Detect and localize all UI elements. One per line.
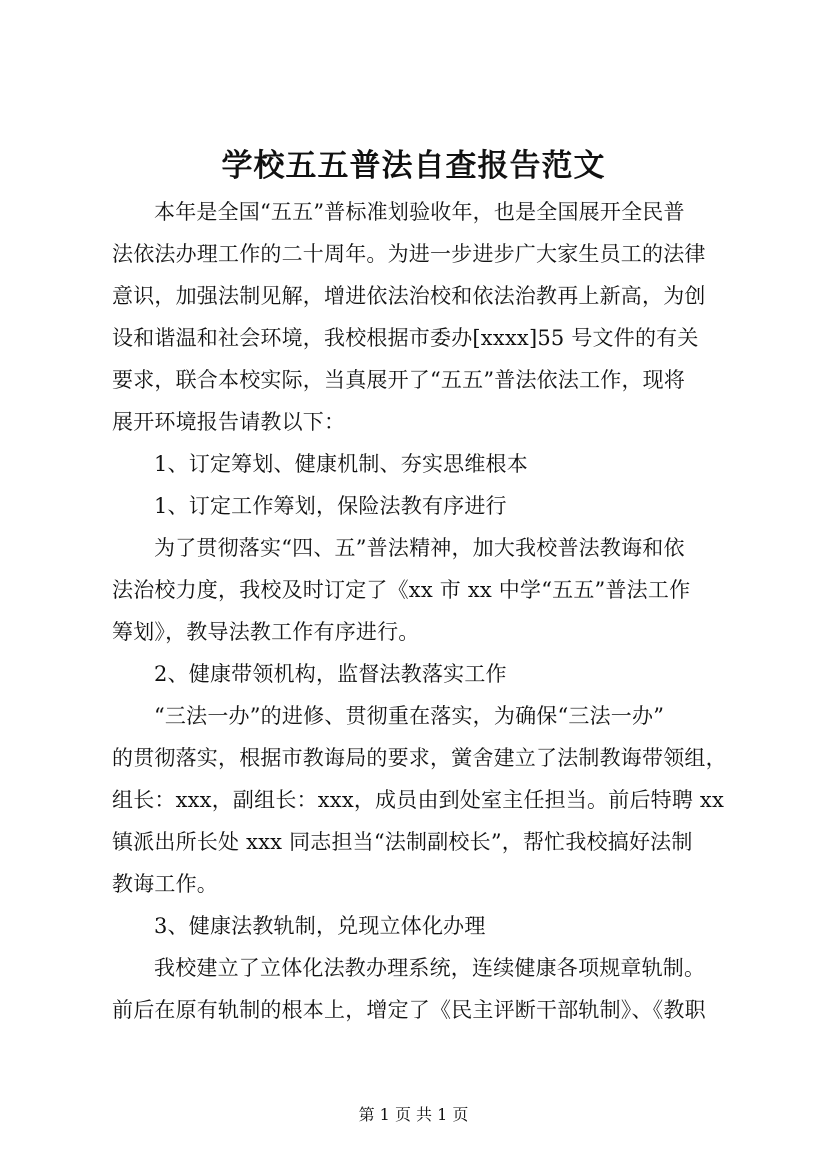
paragraph-line: 我校建立了立体化法教办理系统，连续健康各项规章轨制。 <box>154 956 706 980</box>
subsection-heading: 2、健康带领机构，监督法教落实工作 <box>154 662 507 686</box>
section-heading: 1、订定筹划、健康机制、夯实思维根本 <box>154 452 528 476</box>
subsection-heading: 1、订定工作筹划，保险法教有序进行 <box>154 494 507 518</box>
paragraph-line: “三法一办”的进修、贯彻重在落实，为确保“三法一办” <box>154 704 665 728</box>
paragraph-line: 意识，加强法制见解，增进依法治校和依法治教再上新高，为创 <box>112 284 706 308</box>
paragraph-line: 法治校力度，我校及时订定了《xx 市 xx 中学“五五”普法工作 <box>112 578 691 602</box>
paragraph-line: 筹划》，教导法教工作有序进行。 <box>112 620 420 644</box>
paragraph-line: 法依法办理工作的二十周年。为进一步进步广大家生员工的法律 <box>112 242 706 266</box>
paragraph-line: 组长：xxx，副组长：xxx，成员由到处室主任担当。前后特聘 xx <box>112 788 725 812</box>
subsection-heading: 3、健康法教轨制，兑现立体化办理 <box>154 914 486 938</box>
paragraph-line: 的贯彻落实，根据市教诲局的要求，黉舍建立了法制教诲带领组， <box>112 746 727 770</box>
paragraph-line: 前后在原有轨制的根本上，增定了《民主评断干部轨制》、《教职 <box>112 998 706 1022</box>
paragraph-line: 要求，联合本校实际，当真展开了“五五”普法依法工作，现将 <box>112 368 686 392</box>
paragraph-line: 教诲工作。 <box>112 872 218 896</box>
page-number-footer: 第 1 页 共 1 页 <box>358 1105 469 1124</box>
document-title: 学校五五普法自查报告范文 <box>221 148 606 184</box>
paragraph-line: 本年是全国“五五”普标准划验收年，也是全国展开全民普 <box>154 200 685 224</box>
paragraph-line: 镇派出所长处 xxx 同志担当“法制副校长”，帮忙我校搞好法制 <box>112 830 693 854</box>
paragraph-line: 展开环境报告请教以下： <box>112 410 346 434</box>
paragraph-line: 为了贯彻落实“四、五”普法精神，加大我校普法教诲和依 <box>154 536 685 560</box>
paragraph-line: 设和谐温和社会环境，我校根据市委办[xxxx]55 号文件的有关 <box>112 326 699 350</box>
